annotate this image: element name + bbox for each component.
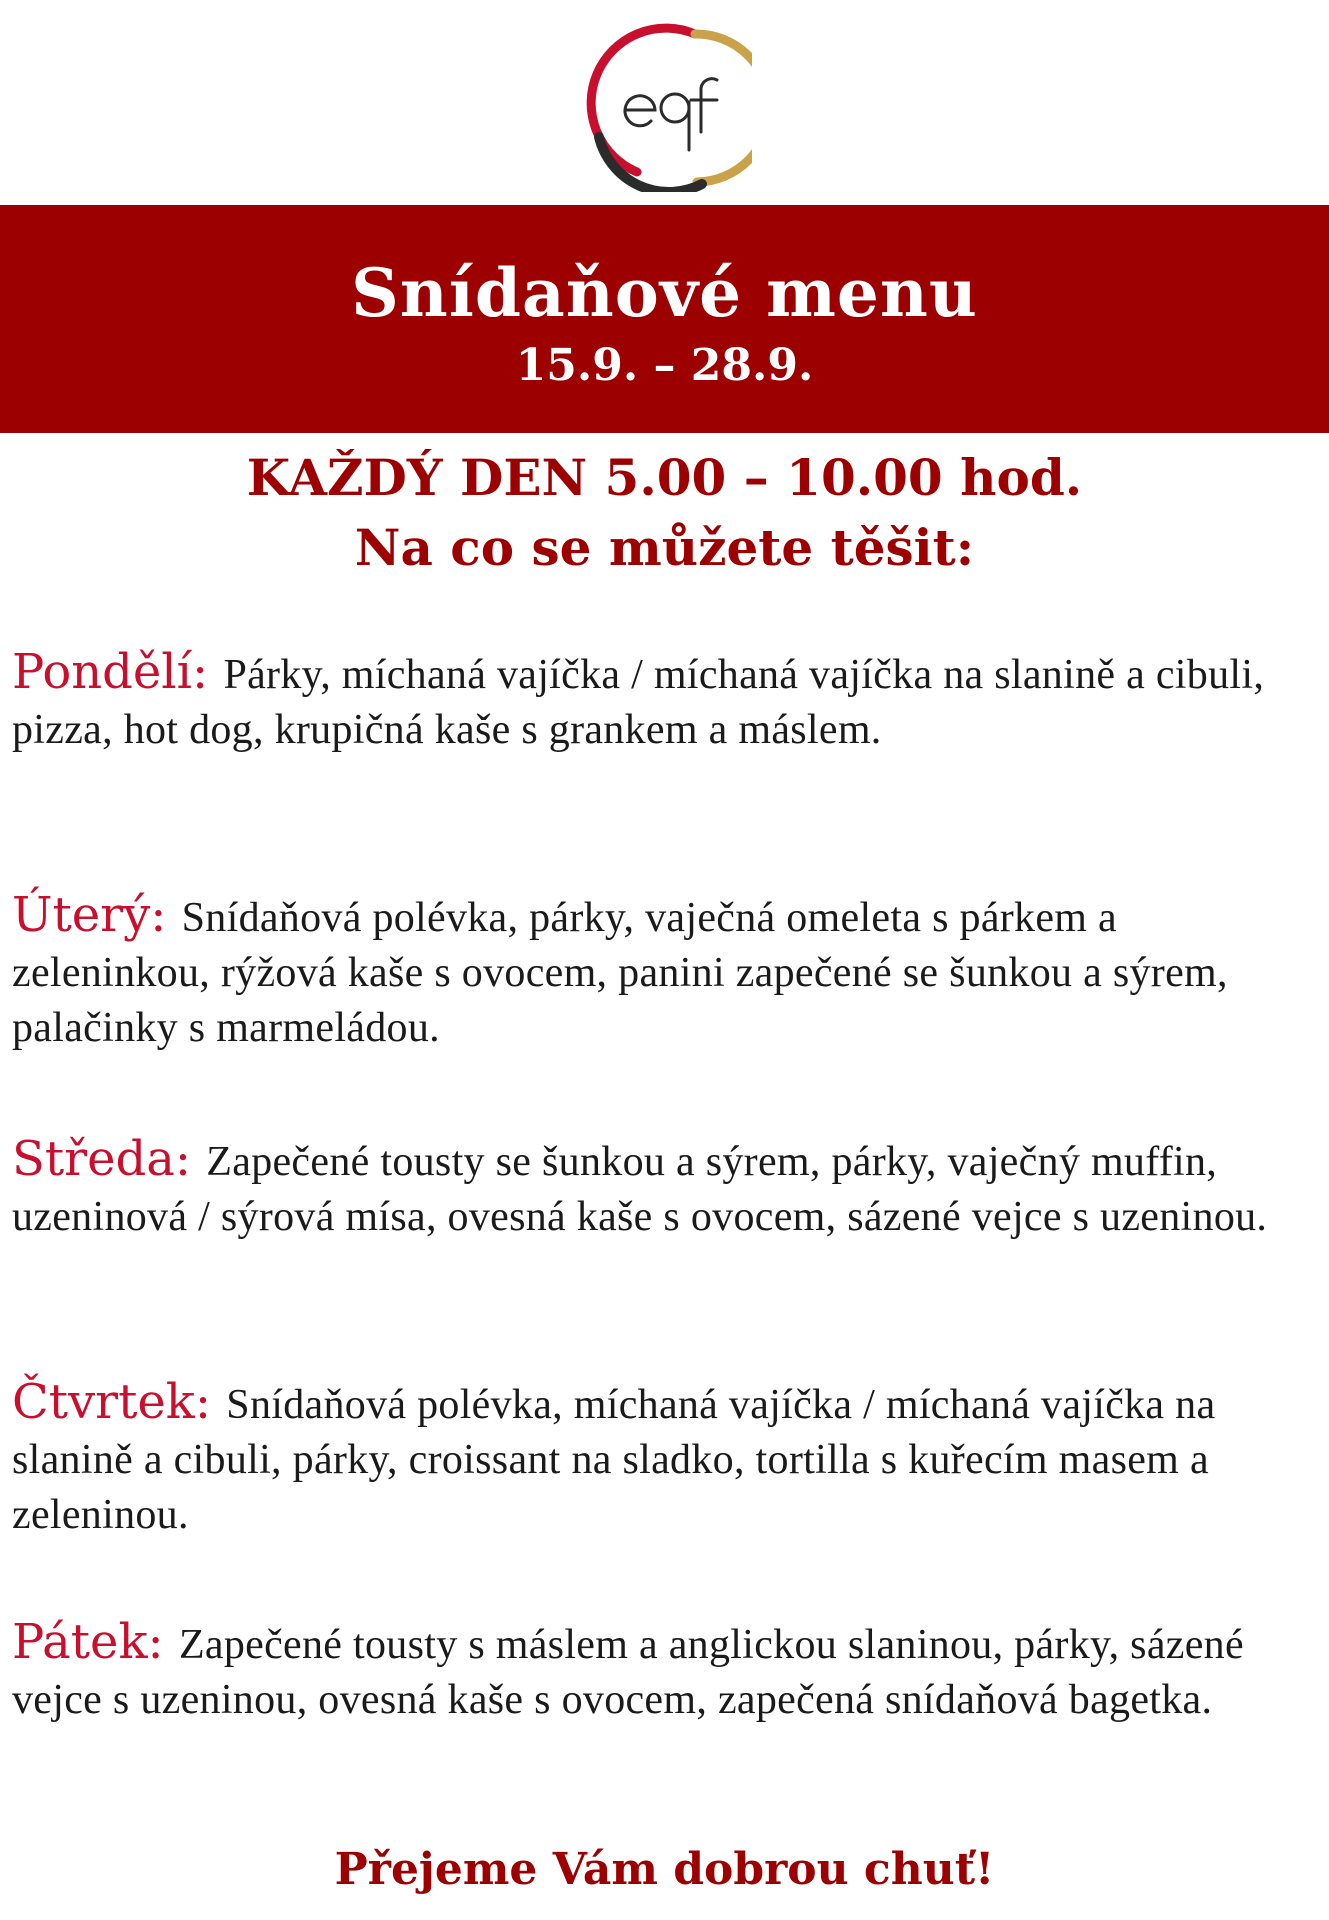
day-name: Pátek: (12, 1614, 179, 1670)
tagline: Na co se můžete těšit: (354, 518, 975, 577)
header-banner (0, 205, 1329, 433)
day-menu-text: Zapečené tousty se šunkou a sýrem, párky, vaječný muffin, uzeninová / sýrová mísa, ovesná kaše s ovocem, sázené vejce s uzeninou. (12, 1139, 1268, 1240)
day-menu-text: Snídaňová polévka, míchaná vajíčka / míchaná vajíčka na slanině a cibuli, párky, croissant na sladko, tortilla s kuřecím masem a zeleninou. (12, 1382, 1216, 1538)
page-title: Snídaňové menu (351, 254, 978, 332)
day-menu-text: Snídaňová polévka, párky, vaječná omeleta s párkem a zeleninkou, rýžová kaše s ovocem, panini zapečené se šunkou a sýrem, palačinky s marmeládou. (12, 895, 1228, 1051)
serving-hours: KAŽDÝ DEN 5.00 – 10.00 hod. (246, 448, 1083, 507)
day-name: Pondělí: (12, 644, 224, 700)
date-range: 15.9. – 28.9. (515, 340, 814, 391)
closing-message: Přejeme Vám dobrou chuť! (334, 1844, 995, 1895)
day-name: Čtvrtek: (12, 1374, 227, 1430)
day-menu-text: Párky, míchaná vajíčka / míchaná vajíčka na slanině a cibuli, pizza, hot dog, krupičná kaše s grankem a máslem. (12, 652, 1265, 753)
day-menu-text: Zapečené tousty s máslem a anglickou slaninou, párky, sázené vejce s uzeninou, ovesná kaše s ovocem, zapečená snídaňová bagetka. (12, 1622, 1244, 1723)
day-entry-friday (12, 1615, 1317, 1728)
eqf-logo-icon (577, 22, 752, 192)
day-entry-thursday (12, 1375, 1317, 1543)
day-entry-tuesday (12, 888, 1317, 1056)
day-name: Středa: (12, 1131, 207, 1187)
day-name: Úterý: (12, 887, 182, 943)
day-entry-wednesday (12, 1132, 1317, 1245)
day-entry-monday (12, 645, 1317, 758)
